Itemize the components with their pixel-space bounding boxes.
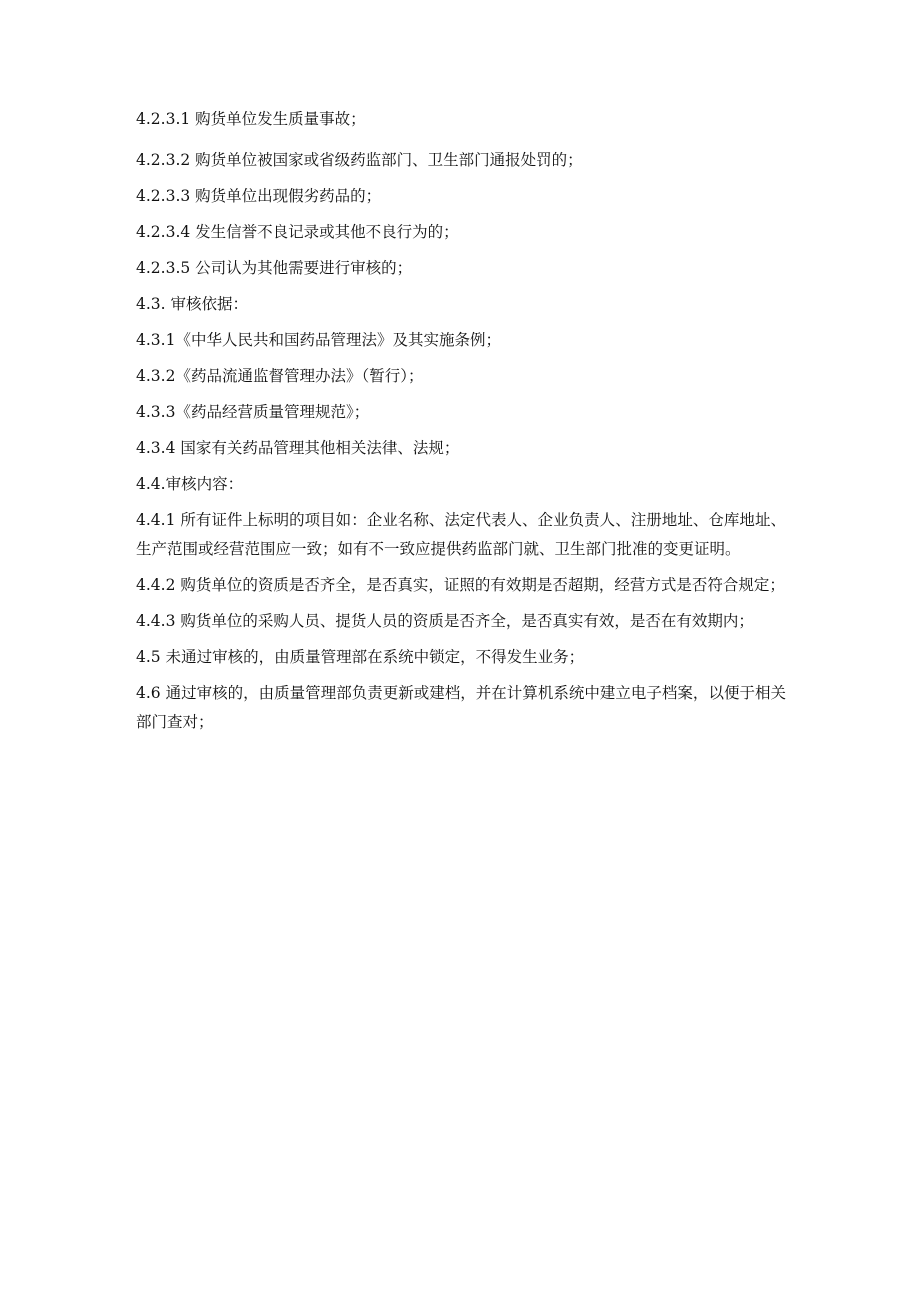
paragraph-4-6: 4.6 通过审核的，由质量管理部负责更新或建档，并在计算机系统中建立电子档案，以便于相关部门查对； (136, 684, 786, 731)
paragraph-4-2-3-3: 4.2.3.3 购货单位出现假劣药品的； (136, 187, 382, 205)
document-body (136, 105, 786, 744)
paragraph-4-4-2: 4.4.2 购货单位的资质是否齐全，是否真实，证照的有效期是否超期，经营方式是否符合规定； (136, 576, 785, 594)
paragraph-4-3-4: 4.3.4 国家有关药品管理其他相关法律、法规； (136, 439, 460, 457)
paragraph-4-2-3-2: 4.2.3.2 购货单位被国家或省级药监部门、卫生部门通报处罚的； (136, 151, 583, 169)
paragraph-4-3-1: 4.3.1《中华人民共和国药品管理法》及其实施条例； (136, 331, 501, 349)
section-heading-4-4: 4.4.审核内容： (136, 475, 244, 493)
paragraph-4-4-1: 4.4.1 所有证件上标明的项目如：企业名称、法定代表人、企业负责人、注册地址、仓库地址、生产范围或经营范围应一致；如有不一致应提供药监部门就、卫生部门批准的变更证明。 (136, 511, 786, 558)
paragraph-4-3-2: 4.3.2《药品流通监督管理办法》（暂行）； (136, 367, 424, 385)
paragraph-4-2-3-5: 4.2.3.5 公司认为其他需要进行审核的； (136, 259, 413, 277)
paragraph-4-5: 4.5 未通过审核的，由质量管理部在系统中锁定，不得发生业务； (136, 648, 585, 666)
paragraph-4-4-3: 4.4.3 购货单位的采购人员、提货人员的资质是否齐全，是否真实有效，是否在有效期内； (136, 612, 754, 630)
paragraph-4-2-3-4: 4.2.3.4 发生信誉不良记录或其他不良行为的； (136, 223, 459, 241)
paragraph-4-2-3-1: 4.2.3.1 购货单位发生质量事故； (136, 110, 366, 128)
section-heading-4-3: 4.3. 审核依据： (136, 295, 249, 313)
paragraph-4-3-3: 4.3.3《药品经营质量管理规范》； (136, 403, 370, 421)
